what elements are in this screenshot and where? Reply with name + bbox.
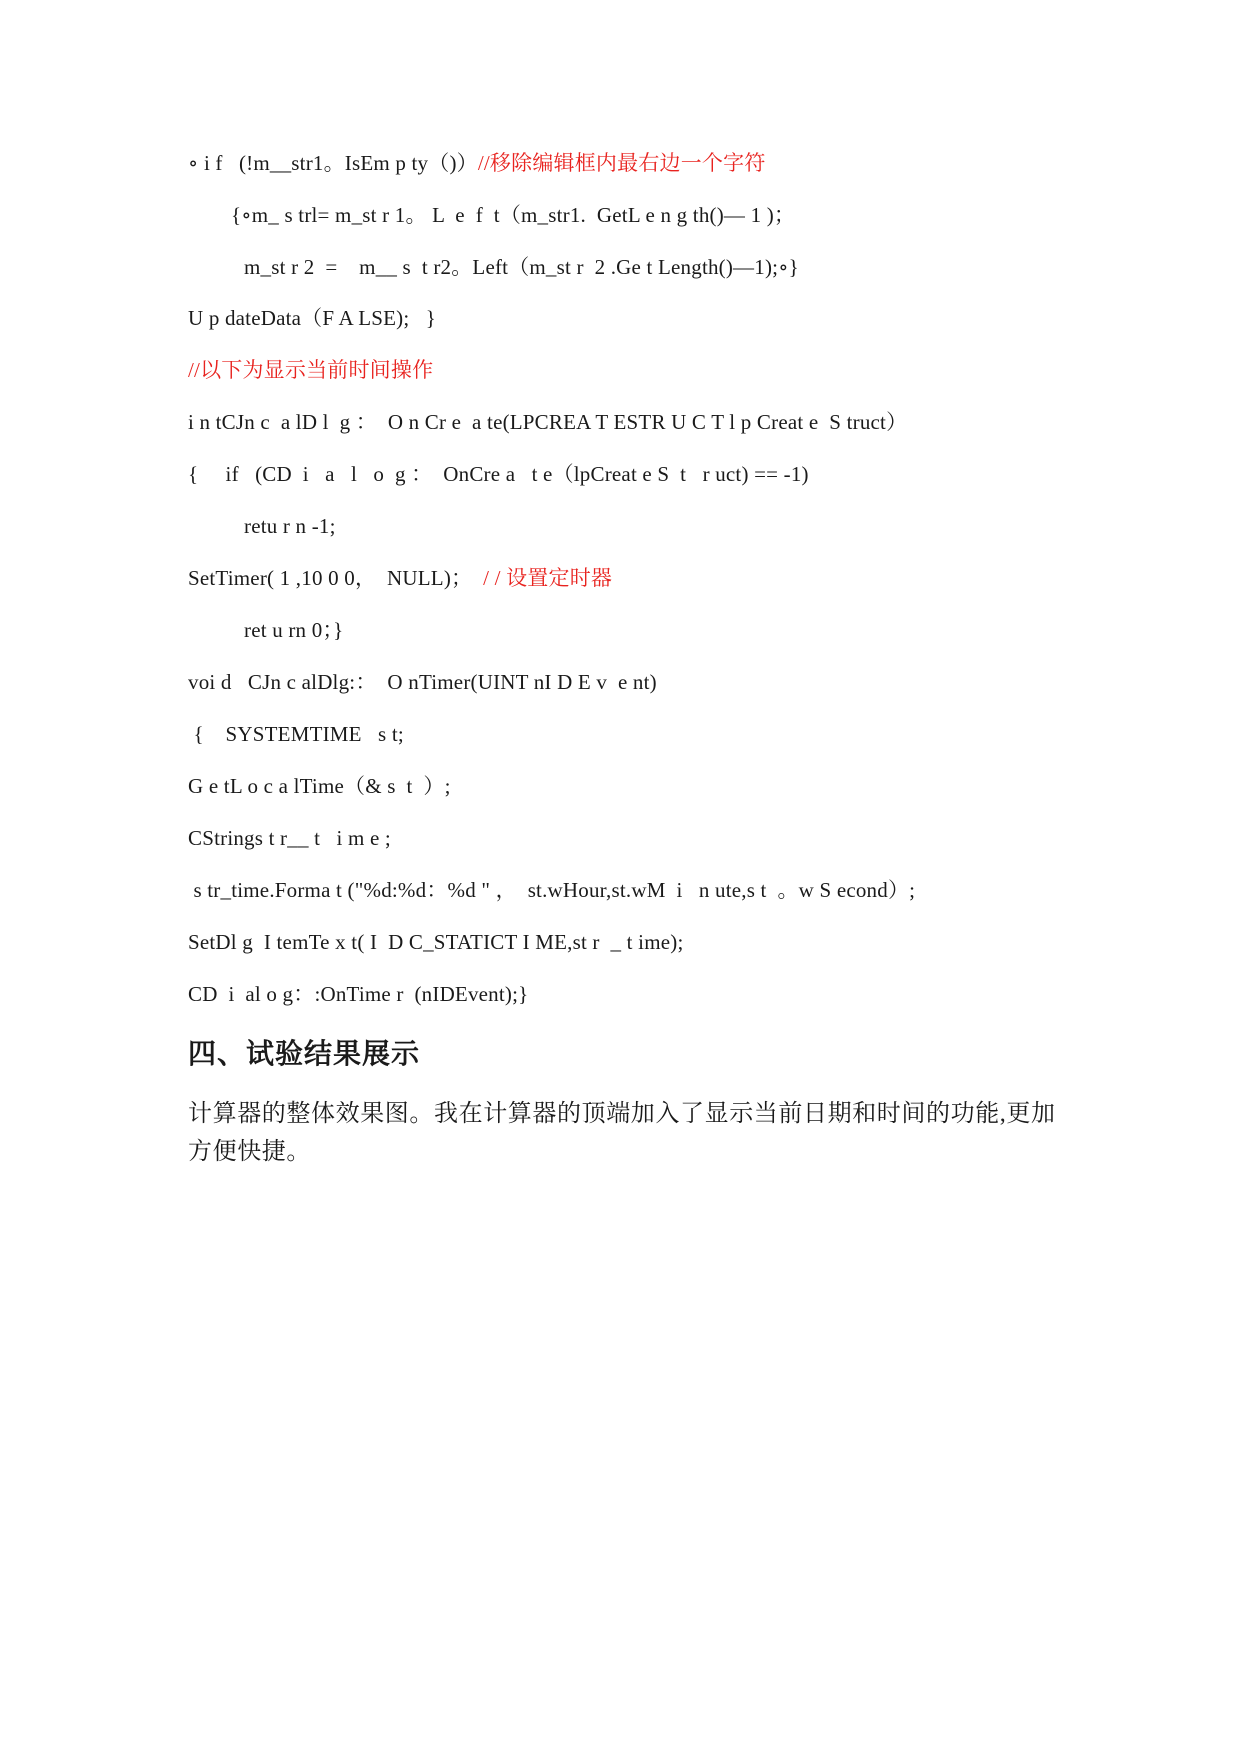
code-line-2: {∘m_ s trl= m_st r 1。 L e f t（m_str1. GetL e n g th()— 1 )；: [231, 203, 796, 227]
code-text: ∘ i f (!m__str1。IsEm p ty（)）: [188, 151, 478, 175]
code-line-9: [188, 565, 612, 591]
code-line-8: retu r n -1;: [244, 514, 336, 538]
code-line-7: { if (CD i a l o g ： OnCre a t e（lpCreat e S t r uct) == -1): [188, 462, 809, 486]
code-comment-line-5: //以下为显示当前时间操作: [188, 358, 434, 382]
section-heading: 四、试验结果展示: [188, 1039, 421, 1070]
section-paragraph: 计算器的整体效果图。我在计算器的顶端加入了显示当前日期和时间的功能,更加方便快捷。: [188, 1101, 1056, 1165]
code-line-10: ret u rn 0；}: [244, 618, 344, 642]
code-line-13: G e tL o c a lTime（& s t ）;: [188, 774, 451, 798]
code-line-6: i n tCJn c a lD l g ： O n Cr e a te(LPCREA T ESTR U C T l p Creat e S truct）: [188, 410, 908, 434]
code-line-1: [188, 150, 766, 176]
code-line-15: s tr_time.Forma t ("%d:%d：%d " ， st.wHour,st.wM i n ute,s t 。w S econd）;: [188, 878, 916, 902]
code-line-11: voi d CJn c alDlg:： O nTimer(UINT nI D E v e nt): [188, 670, 657, 694]
code-line-14: CStrings t r__ t i m e ;: [188, 826, 391, 850]
code-comment: / / 设置定时器: [483, 566, 613, 590]
code-line-3: m_st r 2 = m__ s t r2。Left（m_st r 2 .Ge t Length()—1);∘}: [244, 255, 799, 279]
code-line-17: CD i al o g：:OnTime r (nIDEvent);}: [188, 982, 529, 1006]
code-text: SetTimer( 1 ,10 0 0， NULL)；: [188, 566, 484, 590]
code-line-12: { SYSTEMTIME s t;: [188, 722, 404, 746]
code-comment: //移除编辑框内最右边一个字符: [477, 151, 766, 175]
code-line-16: SetDl g I temTe x t( I D C_STATICT I ME,st r _ t ime);: [188, 930, 684, 954]
code-line-4: U p dateData（F A LSE); }: [188, 306, 437, 330]
